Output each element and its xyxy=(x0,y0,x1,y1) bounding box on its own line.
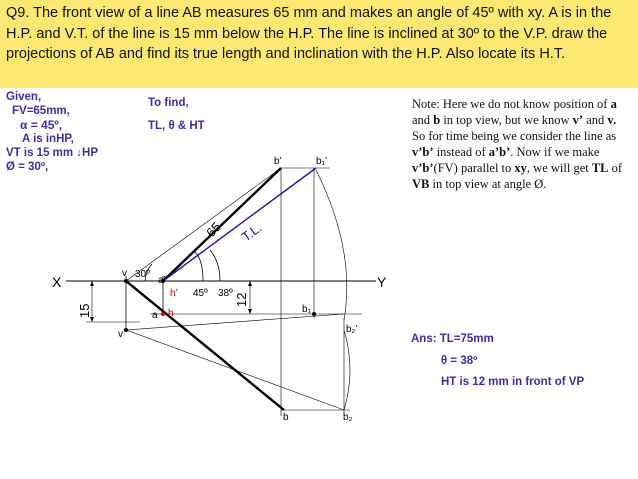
answer-tl: Ans: TL=75mm xyxy=(411,333,494,345)
to-find-title: To find, xyxy=(148,97,189,109)
point-h xyxy=(161,312,165,316)
front-view-ab xyxy=(163,168,281,281)
note-text-8: (FV) parallel to xyxy=(433,161,515,175)
note-vbn: VB xyxy=(412,177,430,191)
label-b1-prime: b₁’ xyxy=(316,156,328,167)
label-dim-12: 12 xyxy=(234,292,249,307)
label-v: v xyxy=(122,268,127,279)
dim-12-arrow-bottom xyxy=(248,309,252,314)
true-length-line xyxy=(163,168,316,281)
label-h: h xyxy=(168,308,174,319)
given-a-hp: A is inHP, xyxy=(22,133,74,145)
note-tl: TL xyxy=(591,161,609,175)
note-text-6: instead of xyxy=(433,145,489,159)
label-y: Y xyxy=(377,274,387,290)
label-dim-65: 65 xyxy=(203,219,224,241)
label-b2-prime: b₂’ xyxy=(346,324,358,335)
rotation-arc-upper xyxy=(316,170,347,320)
given-title: Given, xyxy=(6,91,42,103)
label-b2: b₂ xyxy=(343,412,353,423)
question-text: Q9. The front view of a line AB measures 65 mm and makes an angle of 45º with xy. A is in the H.P. and V.T. of the line is 15 mm below the H.P. The line is inclined at 30º to the V.P. draw the projections of AB and find its true length and inclination with the H.P. Also locate its H.T. xyxy=(6,5,612,62)
note-text-3: in top view, but we know xyxy=(440,113,573,127)
note-vb: v’b’ xyxy=(412,145,434,159)
note-text-4: and xyxy=(583,113,608,127)
note-text-11: in top view at angle Ø. xyxy=(429,177,547,191)
angle-arc-38 xyxy=(210,250,220,281)
rotation-arc-lower xyxy=(344,330,350,410)
given-vt: VT is 15 mm ↓HP xyxy=(6,147,99,159)
label-dim-15: 15 xyxy=(77,303,92,318)
label-b1: b₁ xyxy=(302,304,311,315)
note-v2: v. xyxy=(607,113,617,127)
note-vbfv: v’b’ xyxy=(412,161,434,175)
label-true-length: T.L. xyxy=(238,219,265,245)
label-x: X xyxy=(52,274,62,290)
to-find-items: TL, θ & HT xyxy=(148,120,205,132)
label-ang45: 45º xyxy=(193,288,208,299)
note-text-7: . Now if we make xyxy=(510,145,600,159)
label-h-prime: h’ xyxy=(170,288,178,299)
label-ang30: 30º xyxy=(135,269,150,280)
label-ang38: 38º xyxy=(218,288,233,299)
note-xy: xy xyxy=(514,161,527,175)
label-b: b xyxy=(283,412,289,423)
line-vprime-b2prime xyxy=(126,314,344,330)
note-a: a xyxy=(610,97,617,111)
given-phi: Ø = 30º, xyxy=(6,161,49,173)
answer-theta: θ = 38º xyxy=(441,355,478,367)
answer-ht: HT is 12 mm in front of VP xyxy=(441,376,585,388)
note-text-9: , we will get xyxy=(526,161,592,175)
label-b-prime: b’ xyxy=(274,156,282,167)
note-text-1: Note: Here we do not know position of xyxy=(412,97,611,111)
given-alpha: α = 45º, xyxy=(20,118,63,132)
note-text-10: of xyxy=(608,161,623,175)
dim-12-arrow-top xyxy=(248,281,252,286)
note-v1: v’ xyxy=(572,113,584,127)
point-b1 xyxy=(312,312,316,316)
note-b: b xyxy=(433,113,441,127)
label-a: a xyxy=(152,310,158,321)
given-fv: FV=65mm, xyxy=(12,105,70,117)
dim-15-arrow-top xyxy=(90,281,94,286)
top-view-ab xyxy=(126,281,284,410)
line-vprime-b2 xyxy=(126,330,344,410)
note-ab: a’b’ xyxy=(488,145,511,159)
note-text-2: and xyxy=(412,113,434,127)
point-v xyxy=(124,279,128,283)
label-v-prime: v’ xyxy=(118,329,126,340)
label-a-prime: a’ xyxy=(158,275,166,286)
note-text-5: So for time being we consider the line as xyxy=(412,129,617,143)
